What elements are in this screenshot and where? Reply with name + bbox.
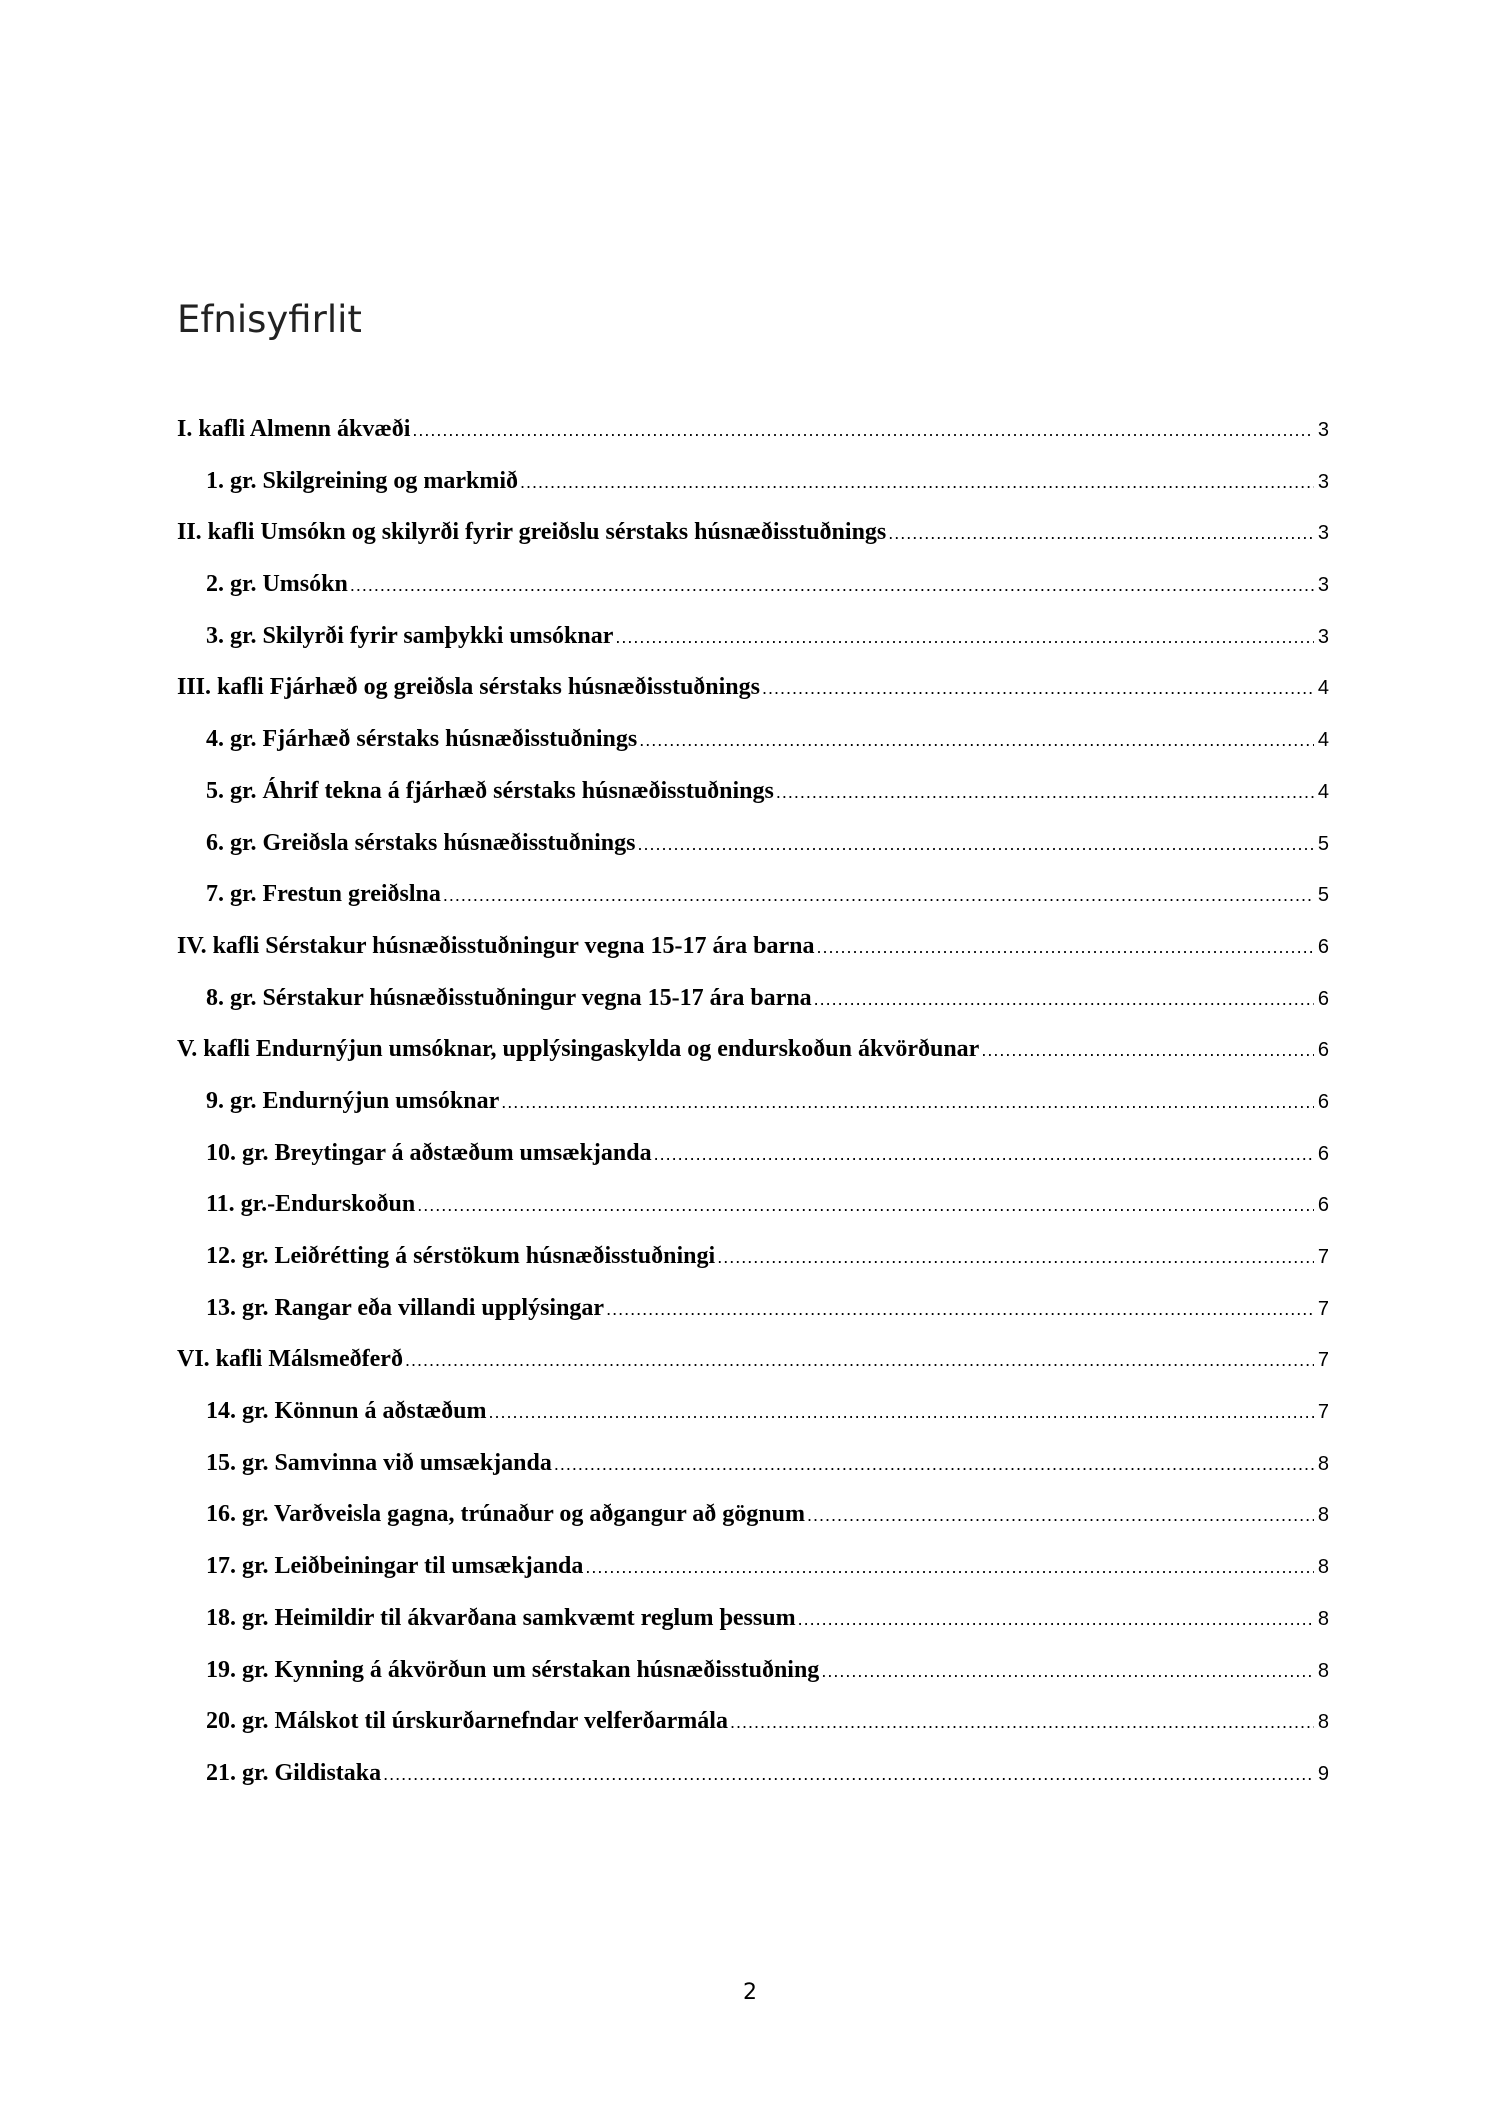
toc-chapter-link[interactable] (177, 674, 1329, 726)
toc-dot-leader (888, 523, 1314, 544)
toc-dot-leader (639, 730, 1314, 751)
toc-article-link[interactable] (177, 468, 1329, 520)
toc-article-link[interactable] (177, 1501, 1329, 1553)
toc-entry-label: VI. kafli Málsmeðferð (177, 1346, 403, 1373)
table-of-contents (177, 416, 1329, 1812)
toc-chapter-link[interactable] (177, 1036, 1329, 1088)
toc-entry-label: 6. gr. Greiðsla sérstaks húsnæðisstuðnings (206, 829, 636, 856)
toc-entry-page-number: 8 (1317, 1556, 1329, 1579)
toc-entry-label: 16. gr. Varðveisla gagna, trúnaður og aðgangur að gögnum (206, 1501, 805, 1528)
toc-dot-leader (776, 782, 1314, 803)
toc-entry-label: 2. gr. Umsókn (206, 571, 348, 598)
toc-article-link[interactable] (177, 985, 1329, 1037)
page-number: 2 (743, 1980, 757, 2005)
toc-entry-page-number: 4 (1317, 677, 1329, 700)
toc-article-link[interactable] (177, 1295, 1329, 1347)
toc-entry-label: V. kafli Endurnýjun umsóknar, upplýsingaskylda og endurskoðun ákvörðunar (177, 1036, 980, 1063)
toc-entry-label: 13. gr. Rangar eða villandi upplýsingar (206, 1294, 605, 1321)
toc-dot-leader (417, 1195, 1314, 1216)
toc-entry-page-number: 6 (1317, 1142, 1329, 1165)
toc-dot-leader (383, 1764, 1314, 1785)
toc-entry-page-number: 4 (1317, 729, 1329, 752)
toc-entry-label: III. kafli Fjárhæð og greiðsla sérstaks húsnæðisstuðnings (177, 674, 760, 701)
toc-entry-page-number: 7 (1317, 1297, 1329, 1320)
toc-dot-leader (816, 937, 1313, 958)
toc-dot-leader (585, 1557, 1313, 1578)
toc-dot-leader (762, 678, 1314, 699)
toc-entry-label: 8. gr. Sérstakur húsnæðisstuðningur vegna 15-17 ára barna (206, 984, 812, 1011)
toc-entry-label: 9. gr. Endurnýjun umsóknar (206, 1087, 500, 1114)
toc-entry-page-number: 3 (1317, 470, 1329, 493)
toc-chapter-link[interactable] (177, 1346, 1329, 1398)
toc-entry-label: 21. gr. Gildistaka (206, 1759, 382, 1786)
toc-entry-page-number: 8 (1317, 1659, 1329, 1682)
toc-article-link[interactable] (177, 1398, 1329, 1450)
toc-dot-leader (821, 1661, 1314, 1682)
toc-entry-page-number: 4 (1317, 780, 1329, 803)
toc-article-link[interactable] (177, 1605, 1329, 1657)
toc-dot-leader (615, 627, 1313, 648)
toc-entry-label: 7. gr. Frestun greiðslna (206, 881, 441, 908)
toc-entry-label: 14. gr. Könnun á aðstæðum (206, 1398, 487, 1425)
toc-entry-label: 17. gr. Leiðbeiningar til umsækjanda (206, 1553, 584, 1580)
toc-chapter-link[interactable] (177, 416, 1329, 468)
toc-entry-page-number: 5 (1317, 832, 1329, 855)
toc-entry-label: 5. gr. Áhrif tekna á fjárhæð sérstaks húsnæðisstuðnings (206, 777, 774, 804)
toc-article-link[interactable] (177, 1450, 1329, 1502)
toc-dot-leader (405, 1350, 1314, 1371)
toc-chapter-link[interactable] (177, 519, 1329, 571)
toc-dot-leader (798, 1609, 1314, 1630)
toc-entry-label: I. kafli Almenn ákvæði (177, 416, 411, 442)
toc-entry-page-number: 3 (1317, 625, 1329, 648)
toc-entry-page-number: 8 (1317, 1607, 1329, 1630)
toc-entry-label: 19. gr. Kynning á ákvörðun um sérstakan húsnæðisstuðning (206, 1656, 820, 1683)
toc-article-link[interactable] (177, 1088, 1329, 1140)
toc-dot-leader (412, 420, 1313, 441)
toc-entry-page-number: 3 (1317, 522, 1329, 545)
toc-dot-leader (814, 989, 1314, 1010)
toc-dot-leader (350, 575, 1314, 596)
toc-dot-leader (489, 1402, 1314, 1423)
toc-article-link[interactable] (177, 1760, 1329, 1812)
toc-entry-label: 10. gr. Breytingar á aðstæðum umsækjanda (206, 1139, 652, 1166)
toc-entry-label: 15. gr. Samvinna við umsækjanda (206, 1449, 552, 1476)
toc-article-link[interactable] (177, 1657, 1329, 1709)
toc-article-link[interactable] (177, 571, 1329, 623)
toc-entry-page-number: 8 (1317, 1452, 1329, 1475)
toc-article-link[interactable] (177, 1243, 1329, 1295)
toc-article-link[interactable] (177, 1553, 1329, 1605)
toc-article-link[interactable] (177, 726, 1329, 778)
toc-dot-leader (501, 1092, 1314, 1113)
toc-dot-leader (981, 1040, 1314, 1061)
toc-article-link[interactable] (177, 1140, 1329, 1192)
toc-dot-leader (717, 1247, 1314, 1268)
toc-entry-page-number: 6 (1317, 987, 1329, 1010)
toc-entry-page-number: 7 (1317, 1246, 1329, 1268)
toc-dot-leader (637, 834, 1313, 855)
toc-entry-page-number: 6 (1317, 935, 1329, 958)
toc-entry-page-number: 6 (1317, 1090, 1329, 1113)
toc-entry-label: 11. gr.-Endurskoðun (206, 1191, 416, 1218)
toc-entry-label: 4. gr. Fjárhæð sérstaks húsnæðisstuðnings (206, 726, 638, 753)
toc-entry-page-number: 9 (1317, 1762, 1329, 1785)
toc-entry-label: 20. gr. Málskot til úrskurðarnefndar velferðarmála (206, 1708, 728, 1735)
toc-title: Efnisyfirlit (177, 298, 362, 341)
toc-entry-page-number: 6 (1317, 1194, 1329, 1217)
toc-article-link[interactable] (177, 881, 1329, 933)
toc-entry-page-number: 8 (1317, 1504, 1329, 1527)
toc-entry-page-number: 7 (1317, 1349, 1329, 1372)
toc-entry-label: 3. gr. Skilyrði fyrir samþykki umsóknar (206, 622, 614, 649)
toc-entry-page-number: 8 (1317, 1711, 1329, 1734)
toc-dot-leader (443, 885, 1314, 906)
toc-dot-leader (654, 1144, 1314, 1165)
toc-dot-leader (807, 1505, 1314, 1526)
toc-entry-page-number: 7 (1317, 1401, 1329, 1424)
toc-article-link[interactable] (177, 1708, 1329, 1760)
toc-dot-leader (554, 1454, 1314, 1475)
toc-entry-page-number: 6 (1317, 1039, 1329, 1062)
toc-entry-page-number: 3 (1317, 419, 1329, 441)
toc-article-link[interactable] (177, 1191, 1329, 1243)
toc-entry-page-number: 3 (1317, 574, 1329, 597)
toc-entry-page-number: 5 (1317, 884, 1329, 907)
toc-chapter-link[interactable] (177, 933, 1329, 985)
toc-article-link[interactable] (177, 830, 1329, 882)
toc-entry-label: 18. gr. Heimildir til ákvarðana samkvæmt reglum þessum (206, 1604, 796, 1631)
toc-dot-leader (730, 1712, 1314, 1733)
toc-article-link[interactable] (177, 623, 1329, 675)
toc-entry-label: IV. kafli Sérstakur húsnæðisstuðningur vegna 15-17 ára barna (177, 932, 815, 959)
toc-entry-label: 1. gr. Skilgreining og markmið (206, 467, 519, 494)
toc-entry-label: II. kafli Umsókn og skilyrði fyrir greiðslu sérstaks húsnæðisstuðnings (177, 519, 887, 546)
toc-dot-leader (606, 1299, 1314, 1320)
toc-article-link[interactable] (177, 778, 1329, 830)
toc-dot-leader (520, 472, 1314, 493)
toc-entry-label: 12. gr. Leiðrétting á sérstökum húsnæðisstuðningi (206, 1243, 716, 1269)
